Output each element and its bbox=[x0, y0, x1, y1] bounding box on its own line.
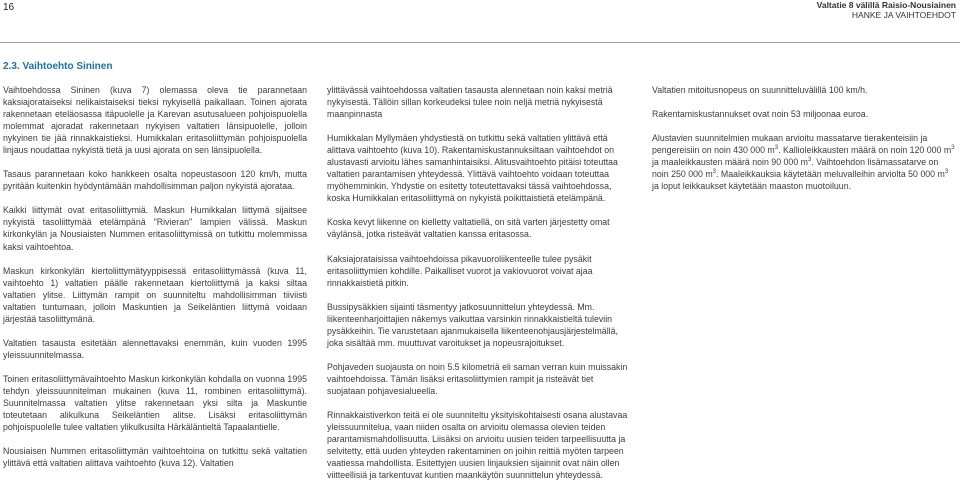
paragraph: Tasaus parannetaan koko hankkeen osalta nopeustasoon 120 km/h, mutta pyritään kuitenkin hyödyntämään mahdollisimman paljon nykyistä ajorataa. bbox=[3, 169, 307, 192]
paragraph: Vaihtoehdossa Sininen (kuva 7) olemassa oleva tie parannetaan kaksiajorataiseksi nelikaistaiseksi tieksi nykyisellä paikallaan. Toinen ajorata rakennetaan eteläosassa itäpuolelle ja Karevan asutusalueen pohjoispuolella molemmat ajoradat rakennetaan nykyisen valtatien länsipuolelle, jolloin nykyinen tie jää rinnakkaistieksi. Humikkalan eritasoliittymän pohjoispuolella linjaus noudattaa nykyistä tietä ja uusi ajorata on sen länsipuolella. bbox=[3, 85, 307, 156]
header-divider bbox=[0, 42, 960, 43]
running-header bbox=[817, 0, 956, 20]
paragraph: Rakentamiskustannukset ovat noin 53 miljoonaa euroa. bbox=[652, 109, 869, 120]
paragraph: Kaksiajorataisissa vaihtoehdoissa pikavuoroliikenteelle tulee pysäkit eritasoliittymien kohdille. Paikalliset vuorot ja vakiovuorot voivat ajaa rinnakkaistietä pitkin. bbox=[327, 253, 593, 288]
section-title: 2.3. Vaihtoehto Sininen bbox=[3, 61, 113, 72]
text-column-2 bbox=[327, 84, 632, 493]
header-subtitle: HANKE JA VAIHTOEHDOT bbox=[851, 10, 956, 20]
paragraph: Bussipysäkkien sijainti täsmentyy jatkosuunnittelun yhteydessä. Mm. liikenteenharjoittajien näkemys vaikuttaa varsinkin rinnakkaistieltä tuleviin pysäkkeihin. Tie varustetaan ajanmukaisella liikenteenohjausjärjestelmällä, joka sisältää mm. muuttuvat varoitukset ja nopeusrajoitukset. bbox=[327, 301, 618, 348]
paragraph: Valtatien mitoitusnopeus on suunnitteluvälillä 100 km/h. bbox=[652, 85, 868, 95]
text-column-1 bbox=[3, 84, 307, 481]
paragraph: Maskun kirkonkylän kiertoliittymätyyppisessä eritasoliittymässä (kuva 11, vaihtoehto 1) valtatien päälle rakennetaan kiertoliittymä ja kaksi siltaa valtatien ylitse. Liittymän rampit on suunniteltu mahdollisimman tiiviisti valtatien tuntumaan, jolloin Maskuntien ja Seikeläntien liittymä voidaan järjestää tasoliittymänä. bbox=[3, 265, 307, 324]
paragraph: Toinen eritasoliittymävaihtoehto Maskun kirkonkylän kohdalla on vuonna 1995 tehdyn yleissuunnitelman mukainen (kuva 11, rombinen eritasoliittymä). Suunnitelmassa valtatien ylitse rakennetaan yksi silta ja Maskuntie toteutetaan alikulkuna Seikeläntien alitse. Lisäksi eritasoliittymän pohjoispuolelle tulee valtatien ylikulkusilta Härkäläntieltä Tapaalantielle. bbox=[3, 373, 307, 433]
paragraph: Kaikki liittymät ovat eritasoliittymiä. Maskun Humikkalan liittymä sijaitsee nykyistä tasoliittymää etelämpänä "Rivieran" lampien välissä. Maskun kirkonkylän ja Nousiaisten Nummen eritasoliittymissä on tutkittu molemmissa kaksi vaihtoehtoa. bbox=[3, 205, 307, 252]
text-column-3 bbox=[652, 84, 956, 204]
header-title: Valtatie 8 välillä Raisio-Nousiainen bbox=[816, 0, 956, 10]
paragraph: Rinnakkaistiverkon teitä ei ole suunniteltu yksityiskohtaisesti osana alustavaa yleissuunnitelua, vaan niiden osalta on arvioitu olemassa olevien teiden parantamismahdollisuutta. Liisäksi on arvioitu uusien teiden tarpeellisuutta ja selvitetty, että uuden yhteyden rakentaminen on joihin reittiä myöten tarpeen vaatiessa mahdollista. Esitettyjen uusien linjauksien sijainnit ovat näin ollen viitteellisiä ja tarkentuvat kuntien maankäytön suunnittelun yhteydessä. bbox=[327, 409, 628, 481]
paragraph: Valtatien tasausta esitetään alennettavaksi enemmän, kuin vuoden 1995 yleissuunnitelmassa. bbox=[3, 337, 307, 360]
paragraph: Pohjaveden suojausta on noin 5.5 kilometriä eli saman verran kuin muissakin vaihtoehdoissa. Tämän lisäksi eritasoliittymien rampit ja risteävät tiet suojataan pohjavesialueella. bbox=[327, 361, 628, 396]
paragraph: Humikkalan Myllymäen yhdystiestä on tutkittu sekä valtatien ylittävä että alittava vaihtoehto (kuva 10). Rakentamiskustannuksiltaan vaihtoehdot on alustavasti arvioitu lähes samanhintaisiksi. Alitusvaihtoehto pitäisi toteuttaa valtatien parantamisen yhteydessä. Ylittävä vaihtoehto voidaan toteuttaa myöhemminkin. Yhdystie on esitetty toteutettavaksi tässä vaihtoehdossa, koska Humikkalan eritasoliittymä on nykyistä poikittaistietä etelämpänä. bbox=[327, 133, 618, 204]
paragraph: Nousiaisen Nummen eritasoliittymän vaihtoehtoina on tutkittu sekä valtatien ylittävä että valtatien alittava vaihtoehto (kuva 12). Valtatien bbox=[3, 446, 307, 469]
paragraph: ylittävässä vaihtoehdossa valtatien tasausta alennetaan noin kaksi metriä nykyisestä. Tällöin sillan korkeudeksi tulee noin neljä metriä nykyisestä maanpinnasta bbox=[327, 85, 613, 120]
paragraph-volumes: Alustavien suunnitelmien mukaan arvioitu massatarve tierakenteisiin ja pengereisiin on noin 430 000 $m^3$. Kallioleikkausten määrä on noin 120 000 $m^3$ ja maaleikkausten määrä noin 90 000 $m^3$. Vaihtoehdon lisämassatarve on noin 250 000 $m^3$. Maaleikkauksia käytetään meluvalleihin arviolta 50 000 $m^3$ ja loput leikkaukset käytetään maaston muotoiluun. bbox=[652, 133, 955, 192]
page-number: 16 bbox=[3, 2, 15, 13]
paragraph: Koska kevyt liikenne on kielletty valtatiellä, on sitä varten järjestetty omat väylänsä, jotka risteävät valtatien kanssa eritasossa. bbox=[327, 217, 610, 240]
